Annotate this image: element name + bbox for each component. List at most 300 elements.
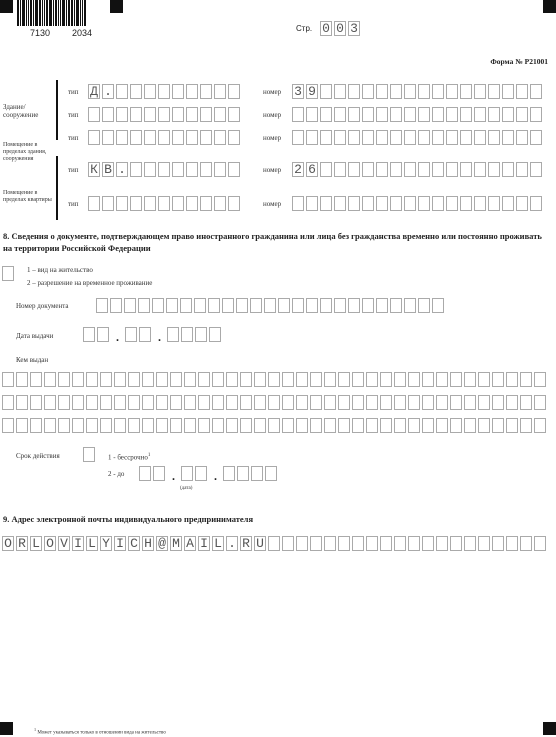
char-cell[interactable] [380, 536, 392, 551]
char-cell[interactable] [209, 327, 221, 342]
char-cell[interactable]: H [142, 536, 154, 551]
char-cell[interactable] [170, 372, 182, 387]
char-cell[interactable] [16, 395, 28, 410]
validity-box[interactable] [83, 447, 97, 462]
char-cell[interactable] [172, 162, 184, 177]
char-cell[interactable] [516, 107, 528, 122]
char-cell[interactable] [296, 418, 308, 433]
char-cell[interactable] [139, 466, 151, 481]
char-cell[interactable] [446, 107, 458, 122]
char-cell[interactable] [237, 466, 249, 481]
char-cell[interactable] [198, 372, 210, 387]
char-cell[interactable] [464, 418, 476, 433]
char-cell[interactable] [264, 298, 276, 313]
char-cell[interactable] [422, 395, 434, 410]
char-cell[interactable] [114, 372, 126, 387]
issued-by-grid-3[interactable] [2, 418, 548, 433]
char-cell[interactable] [478, 395, 490, 410]
char-cell[interactable]: M [170, 536, 182, 551]
char-cell[interactable] [362, 298, 374, 313]
char-cell[interactable] [124, 298, 136, 313]
char-cell[interactable] [516, 130, 528, 145]
char-cell[interactable] [404, 84, 416, 99]
char-cell[interactable]: 0 [320, 21, 332, 36]
char-cell[interactable] [226, 372, 238, 387]
char-cell[interactable] [422, 418, 434, 433]
char-cell[interactable] [502, 162, 514, 177]
char-cell[interactable]: Д [88, 84, 100, 99]
issued-by-grid-1[interactable] [2, 372, 548, 387]
char-cell[interactable] [418, 84, 430, 99]
char-cell[interactable] [418, 107, 430, 122]
char-cell[interactable] [130, 130, 142, 145]
char-cell[interactable] [184, 395, 196, 410]
char-cell[interactable] [338, 418, 350, 433]
char-cell[interactable] [200, 130, 212, 145]
char-cell[interactable] [186, 130, 198, 145]
address-type-grid-4[interactable] [88, 162, 242, 177]
char-cell[interactable] [88, 196, 100, 211]
char-cell[interactable] [195, 466, 207, 481]
char-cell[interactable] [200, 196, 212, 211]
char-cell[interactable] [474, 84, 486, 99]
char-cell[interactable] [376, 84, 388, 99]
char-cell[interactable]: К [88, 162, 100, 177]
address-number-grid-2[interactable] [292, 107, 544, 122]
char-cell[interactable] [58, 372, 70, 387]
char-cell[interactable] [520, 418, 532, 433]
char-cell[interactable] [404, 162, 416, 177]
char-cell[interactable] [282, 395, 294, 410]
address-number-grid-5[interactable] [292, 196, 544, 211]
char-cell[interactable]: 2 [292, 162, 304, 177]
char-cell[interactable] [240, 372, 252, 387]
char-cell[interactable] [460, 107, 472, 122]
char-cell[interactable] [506, 536, 518, 551]
char-cell[interactable] [376, 196, 388, 211]
char-cell[interactable] [432, 84, 444, 99]
email-grid[interactable] [2, 536, 548, 551]
char-cell[interactable]: U [254, 536, 266, 551]
char-cell[interactable] [130, 162, 142, 177]
doc-number-grid[interactable] [96, 298, 446, 313]
char-cell[interactable] [268, 418, 280, 433]
char-cell[interactable] [334, 84, 346, 99]
char-cell[interactable] [265, 466, 277, 481]
char-cell[interactable] [156, 395, 168, 410]
address-type-grid-2[interactable] [88, 107, 242, 122]
char-cell[interactable] [200, 84, 212, 99]
char-cell[interactable] [488, 162, 500, 177]
char-cell[interactable] [320, 196, 332, 211]
char-cell[interactable] [158, 196, 170, 211]
char-cell[interactable] [492, 536, 504, 551]
char-cell[interactable] [282, 536, 294, 551]
char-cell[interactable] [158, 84, 170, 99]
char-cell[interactable] [83, 447, 95, 462]
char-cell[interactable]: 0 [334, 21, 346, 36]
char-cell[interactable] [390, 298, 402, 313]
char-cell[interactable] [30, 418, 42, 433]
char-cell[interactable] [72, 395, 84, 410]
char-cell[interactable] [334, 107, 346, 122]
char-cell[interactable] [324, 418, 336, 433]
char-cell[interactable] [352, 395, 364, 410]
char-cell[interactable]: I [72, 536, 84, 551]
char-cell[interactable] [390, 84, 402, 99]
char-cell[interactable] [310, 418, 322, 433]
char-cell[interactable] [306, 107, 318, 122]
address-number-grid-3[interactable] [292, 130, 544, 145]
char-cell[interactable] [478, 536, 490, 551]
char-cell[interactable] [88, 107, 100, 122]
char-cell[interactable] [338, 372, 350, 387]
char-cell[interactable] [516, 162, 528, 177]
char-cell[interactable] [222, 298, 234, 313]
char-cell[interactable] [88, 130, 100, 145]
char-cell[interactable] [208, 298, 220, 313]
char-cell[interactable] [520, 372, 532, 387]
char-cell[interactable] [506, 418, 518, 433]
char-cell[interactable] [450, 536, 462, 551]
doc-type-box[interactable] [2, 266, 16, 281]
char-cell[interactable] [186, 107, 198, 122]
char-cell[interactable] [394, 418, 406, 433]
char-cell[interactable]: L [86, 536, 98, 551]
char-cell[interactable] [324, 395, 336, 410]
char-cell[interactable] [408, 418, 420, 433]
char-cell[interactable] [170, 395, 182, 410]
char-cell[interactable] [30, 372, 42, 387]
char-cell[interactable] [450, 395, 462, 410]
char-cell[interactable] [142, 372, 154, 387]
char-cell[interactable] [362, 196, 374, 211]
char-cell[interactable] [144, 196, 156, 211]
char-cell[interactable] [446, 162, 458, 177]
char-cell[interactable] [506, 395, 518, 410]
char-cell[interactable] [186, 162, 198, 177]
char-cell[interactable] [158, 162, 170, 177]
char-cell[interactable] [110, 298, 122, 313]
char-cell[interactable] [460, 196, 472, 211]
char-cell[interactable] [116, 130, 128, 145]
issue-day-grid[interactable] [83, 327, 111, 342]
char-cell[interactable] [223, 466, 235, 481]
char-cell[interactable] [102, 107, 114, 122]
char-cell[interactable] [214, 107, 226, 122]
char-cell[interactable] [418, 130, 430, 145]
char-cell[interactable] [226, 395, 238, 410]
char-cell[interactable] [212, 418, 224, 433]
char-cell[interactable]: O [44, 536, 56, 551]
char-cell[interactable] [404, 298, 416, 313]
char-cell[interactable] [362, 130, 374, 145]
char-cell[interactable] [390, 196, 402, 211]
char-cell[interactable] [144, 84, 156, 99]
char-cell[interactable] [195, 327, 207, 342]
char-cell[interactable] [422, 372, 434, 387]
char-cell[interactable] [158, 107, 170, 122]
char-cell[interactable] [292, 298, 304, 313]
char-cell[interactable] [214, 130, 226, 145]
char-cell[interactable] [436, 536, 448, 551]
char-cell[interactable] [530, 196, 542, 211]
char-cell[interactable] [520, 536, 532, 551]
char-cell[interactable] [390, 107, 402, 122]
char-cell[interactable] [348, 107, 360, 122]
char-cell[interactable] [2, 418, 14, 433]
char-cell[interactable] [181, 466, 193, 481]
char-cell[interactable] [436, 372, 448, 387]
char-cell[interactable] [306, 196, 318, 211]
char-cell[interactable] [292, 196, 304, 211]
char-cell[interactable] [530, 162, 542, 177]
char-cell[interactable] [130, 196, 142, 211]
char-cell[interactable] [97, 327, 109, 342]
char-cell[interactable] [58, 418, 70, 433]
char-cell[interactable] [488, 130, 500, 145]
char-cell[interactable]: I [114, 536, 126, 551]
char-cell[interactable] [492, 372, 504, 387]
char-cell[interactable] [128, 418, 140, 433]
char-cell[interactable] [516, 84, 528, 99]
char-cell[interactable] [534, 418, 546, 433]
char-cell[interactable] [214, 84, 226, 99]
char-cell[interactable] [376, 162, 388, 177]
char-cell[interactable] [282, 372, 294, 387]
char-cell[interactable] [404, 130, 416, 145]
char-cell[interactable]: A [184, 536, 196, 551]
char-cell[interactable] [464, 372, 476, 387]
char-cell[interactable] [502, 130, 514, 145]
char-cell[interactable] [432, 196, 444, 211]
char-cell[interactable] [488, 84, 500, 99]
char-cell[interactable] [296, 536, 308, 551]
char-cell[interactable]: @ [156, 536, 168, 551]
char-cell[interactable] [492, 418, 504, 433]
char-cell[interactable] [446, 84, 458, 99]
char-cell[interactable] [334, 162, 346, 177]
char-cell[interactable] [348, 196, 360, 211]
char-cell[interactable] [320, 84, 332, 99]
char-cell[interactable] [153, 466, 165, 481]
char-cell[interactable] [2, 372, 14, 387]
char-cell[interactable]: L [30, 536, 42, 551]
char-cell[interactable] [436, 418, 448, 433]
char-cell[interactable] [198, 395, 210, 410]
char-cell[interactable] [144, 130, 156, 145]
char-cell[interactable] [156, 372, 168, 387]
char-cell[interactable] [376, 130, 388, 145]
char-cell[interactable] [306, 130, 318, 145]
char-cell[interactable] [200, 162, 212, 177]
char-cell[interactable] [130, 107, 142, 122]
char-cell[interactable] [172, 130, 184, 145]
char-cell[interactable] [2, 266, 14, 281]
char-cell[interactable] [44, 418, 56, 433]
issue-year-grid[interactable] [167, 327, 223, 342]
char-cell[interactable] [2, 395, 14, 410]
char-cell[interactable] [502, 196, 514, 211]
char-cell[interactable] [240, 395, 252, 410]
char-cell[interactable] [408, 395, 420, 410]
char-cell[interactable] [334, 298, 346, 313]
char-cell[interactable] [58, 395, 70, 410]
char-cell[interactable] [86, 395, 98, 410]
char-cell[interactable] [502, 84, 514, 99]
char-cell[interactable] [310, 395, 322, 410]
char-cell[interactable] [446, 196, 458, 211]
char-cell[interactable] [418, 196, 430, 211]
char-cell[interactable] [432, 130, 444, 145]
char-cell[interactable] [348, 84, 360, 99]
char-cell[interactable] [474, 162, 486, 177]
char-cell[interactable]: . [116, 162, 128, 177]
char-cell[interactable] [534, 536, 546, 551]
char-cell[interactable] [390, 162, 402, 177]
char-cell[interactable] [418, 298, 430, 313]
char-cell[interactable] [380, 395, 392, 410]
char-cell[interactable] [240, 418, 252, 433]
char-cell[interactable] [306, 298, 318, 313]
char-cell[interactable] [172, 107, 184, 122]
char-cell[interactable]: 3 [292, 84, 304, 99]
char-cell[interactable] [366, 395, 378, 410]
char-cell[interactable] [128, 395, 140, 410]
char-cell[interactable] [292, 107, 304, 122]
char-cell[interactable] [144, 107, 156, 122]
char-cell[interactable] [228, 130, 240, 145]
char-cell[interactable] [446, 130, 458, 145]
char-cell[interactable] [516, 196, 528, 211]
char-cell[interactable] [144, 162, 156, 177]
char-cell[interactable] [100, 395, 112, 410]
char-cell[interactable] [114, 418, 126, 433]
char-cell[interactable] [152, 298, 164, 313]
char-cell[interactable] [254, 418, 266, 433]
char-cell[interactable] [492, 395, 504, 410]
char-cell[interactable] [212, 372, 224, 387]
char-cell[interactable] [534, 372, 546, 387]
char-cell[interactable] [422, 536, 434, 551]
address-number-grid-1[interactable] [292, 84, 544, 99]
char-cell[interactable] [282, 418, 294, 433]
char-cell[interactable]: 9 [306, 84, 318, 99]
char-cell[interactable] [362, 84, 374, 99]
validity-day-grid[interactable] [139, 466, 167, 481]
char-cell[interactable] [348, 130, 360, 145]
char-cell[interactable] [116, 84, 128, 99]
char-cell[interactable]: 3 [348, 21, 360, 36]
char-cell[interactable] [348, 298, 360, 313]
char-cell[interactable] [198, 418, 210, 433]
char-cell[interactable] [450, 372, 462, 387]
char-cell[interactable] [432, 107, 444, 122]
char-cell[interactable] [394, 372, 406, 387]
char-cell[interactable] [44, 372, 56, 387]
char-cell[interactable] [268, 395, 280, 410]
char-cell[interactable] [268, 536, 280, 551]
char-cell[interactable] [380, 372, 392, 387]
char-cell[interactable] [16, 418, 28, 433]
char-cell[interactable] [352, 372, 364, 387]
char-cell[interactable] [96, 298, 108, 313]
char-cell[interactable] [194, 298, 206, 313]
char-cell[interactable] [366, 536, 378, 551]
char-cell[interactable] [320, 162, 332, 177]
char-cell[interactable] [251, 466, 263, 481]
char-cell[interactable] [278, 298, 290, 313]
char-cell[interactable] [366, 372, 378, 387]
char-cell[interactable] [376, 298, 388, 313]
char-cell[interactable] [530, 130, 542, 145]
address-type-grid-5[interactable] [88, 196, 242, 211]
char-cell[interactable] [158, 130, 170, 145]
char-cell[interactable] [478, 372, 490, 387]
char-cell[interactable] [212, 395, 224, 410]
char-cell[interactable] [167, 327, 179, 342]
char-cell[interactable] [390, 130, 402, 145]
char-cell[interactable] [228, 107, 240, 122]
char-cell[interactable] [366, 418, 378, 433]
char-cell[interactable] [142, 418, 154, 433]
char-cell[interactable] [310, 536, 322, 551]
issued-by-grid-2[interactable] [2, 395, 548, 410]
char-cell[interactable] [292, 130, 304, 145]
char-cell[interactable] [254, 395, 266, 410]
char-cell[interactable] [502, 107, 514, 122]
char-cell[interactable] [460, 162, 472, 177]
char-cell[interactable] [139, 327, 151, 342]
char-cell[interactable] [138, 298, 150, 313]
char-cell[interactable] [408, 372, 420, 387]
char-cell[interactable] [320, 130, 332, 145]
char-cell[interactable] [186, 196, 198, 211]
char-cell[interactable] [30, 395, 42, 410]
char-cell[interactable] [436, 395, 448, 410]
char-cell[interactable] [254, 372, 266, 387]
char-cell[interactable] [404, 107, 416, 122]
char-cell[interactable] [44, 395, 56, 410]
char-cell[interactable] [320, 298, 332, 313]
char-cell[interactable] [352, 536, 364, 551]
char-cell[interactable] [534, 395, 546, 410]
char-cell[interactable] [184, 372, 196, 387]
char-cell[interactable]: L [212, 536, 224, 551]
char-cell[interactable] [130, 84, 142, 99]
char-cell[interactable] [460, 130, 472, 145]
char-cell[interactable] [170, 418, 182, 433]
address-type-grid-1[interactable] [88, 84, 242, 99]
char-cell[interactable]: . [102, 84, 114, 99]
char-cell[interactable] [226, 418, 238, 433]
validity-month-grid[interactable] [181, 466, 209, 481]
char-cell[interactable] [418, 162, 430, 177]
char-cell[interactable] [86, 372, 98, 387]
char-cell[interactable] [478, 418, 490, 433]
char-cell[interactable] [214, 162, 226, 177]
char-cell[interactable] [520, 395, 532, 410]
char-cell[interactable] [86, 418, 98, 433]
char-cell[interactable] [100, 418, 112, 433]
char-cell[interactable] [72, 418, 84, 433]
char-cell[interactable] [156, 418, 168, 433]
char-cell[interactable] [394, 536, 406, 551]
char-cell[interactable]: В [102, 162, 114, 177]
char-cell[interactable] [128, 372, 140, 387]
char-cell[interactable] [186, 84, 198, 99]
char-cell[interactable] [324, 536, 336, 551]
